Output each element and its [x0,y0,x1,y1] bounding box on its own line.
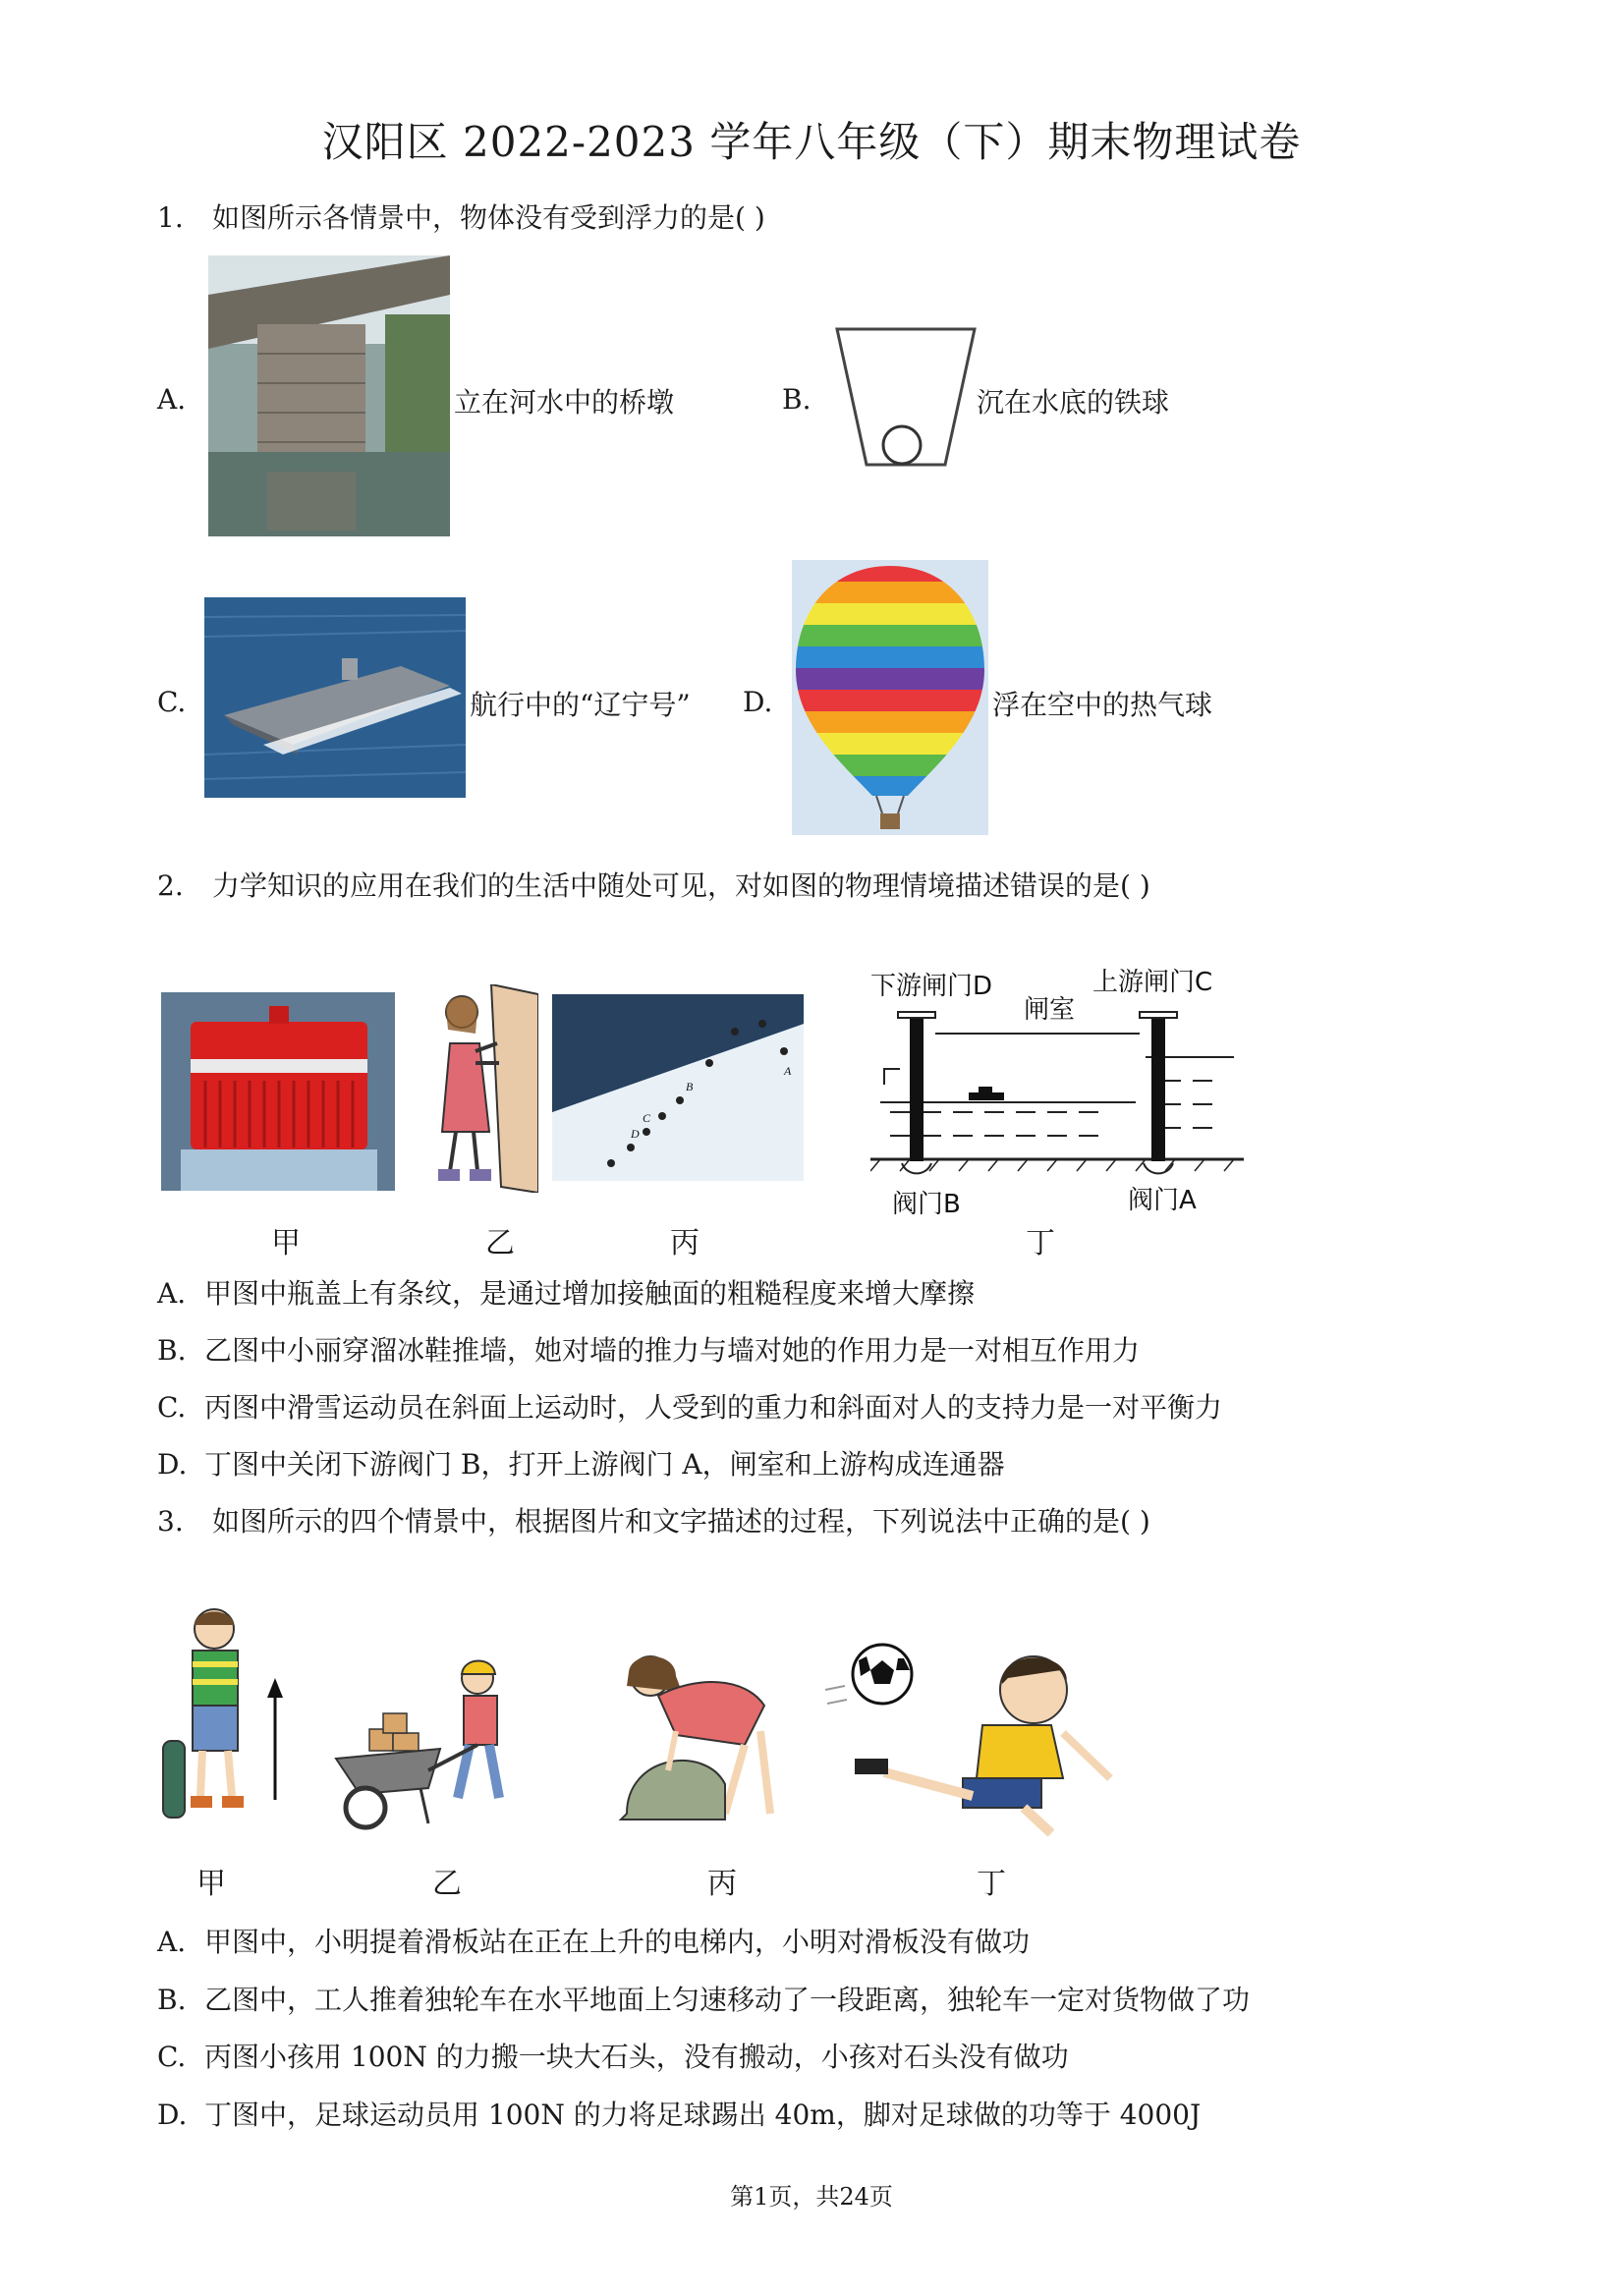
option-letter: A. [157,383,187,416]
bridge-pier-photo [208,255,450,536]
ski-jump-photo [552,994,804,1181]
sunken-ball-diagram [833,319,980,472]
option-text: 甲图中瓶盖上有条纹，是通过增加接触面的粗糙程度来增大摩擦 [204,1277,976,1310]
figure-caption-yi: 乙 [432,1867,462,1901]
option-b-text: 沉在水底的铁球 [977,386,1170,419]
ski-point-b: B [686,1080,694,1093]
option-text: 丙图小孩用 100N 的力搬一块大石头，没有搬动，小孩对石头没有做功 [204,2041,1069,2073]
question-number: 3. [157,1505,184,1538]
option-letter: A. [157,1926,187,1958]
option-c [157,686,204,718]
lock-label-gate-d: 下游闸门D [870,972,993,1001]
aircraft-carrier-photo [204,597,466,798]
option-d-text: 浮在空中的热气球 [992,689,1213,721]
lock-label-valve-b: 阀门B [892,1190,961,1218]
option-text: 乙图中，工人推着独轮车在水平地面上匀速移动了一段距离，独轮车一定对货物做了功 [204,1984,1251,2016]
option-letter: C. [157,686,187,718]
page-footer: 第1页，共24页 [730,2183,893,2211]
q2-option-c [157,1386,1222,1426]
option-text: 丁图中关闭下游阀门 B，打开上游阀门 A，闸室和上游构成连通器 [204,1448,1005,1481]
option-a-text: 立在河水中的桥墩 [454,386,675,419]
option-text: 丙图中滑雪运动员在斜面上运动时，人受到的重力和斜面对人的支持力是一对平衡力 [204,1391,1223,1424]
option-letter: C. [157,1391,187,1424]
q3-option-a [157,1921,1030,1960]
bottle-cap-photo [161,992,395,1191]
ship-lock-diagram [870,963,1244,1218]
q3-option-c [157,2036,1069,2075]
boy-kicking-ball-drawing [815,1631,1130,1837]
figure-caption-bing: 丙 [670,1226,700,1260]
question-3 [157,1500,1150,1540]
ski-point-a: A [784,1064,792,1078]
option-d [743,686,790,718]
ski-point-d: D [631,1127,640,1141]
option-letter: A. [157,1277,187,1310]
figure-caption-ding: 丁 [977,1867,1006,1901]
option-letter: D. [743,686,773,718]
option-letter: D. [157,2099,188,2131]
option-c-text: 航行中的“辽宁号” [470,689,691,721]
option-letter: B. [157,1334,187,1367]
lock-label-gate-c: 上游闸门C [1092,968,1213,997]
page-title: 汉阳区 2022-2023 学年八年级（下）期末物理试卷 [321,118,1302,166]
figure-caption-ding: 丁 [1026,1226,1055,1260]
ski-point-c: C [643,1111,651,1125]
q3-option-b [157,1979,1250,2018]
q2-option-a [157,1272,975,1312]
hot-air-balloon-photo [792,560,988,835]
lock-label-valve-a: 阀门A [1128,1186,1197,1215]
figure-caption-bing: 丙 [707,1867,737,1901]
option-text: 甲图中，小明提着滑板站在正在上升的电梯内，小明对滑板没有做功 [204,1926,1031,1958]
question-number: 1. [157,201,184,234]
option-letter: C. [157,2041,187,2073]
question-number: 2. [157,869,184,902]
lock-label-chamber: 闸室 [1024,995,1076,1025]
option-letter: B. [782,383,812,416]
boy-with-skateboard-drawing [157,1603,295,1829]
q2-option-b [157,1329,1140,1369]
worker-wheelbarrow-drawing [330,1651,527,1837]
question-stem: 力学知识的应用在我们的生活中随处可见，对如图的物理情境描述错误的是( ) [212,869,1150,902]
option-letter: D. [157,1448,188,1481]
figure-caption-jia: 甲 [271,1226,301,1260]
q2-option-d [157,1443,1005,1483]
option-text: 乙图中小丽穿溜冰鞋推墙，她对墙的推力与墙对她的作用力是一对相互作用力 [204,1334,1141,1367]
girl-pushing-wall-drawing [432,984,538,1193]
option-letter: B. [157,1984,187,2016]
option-b [782,383,829,416]
woman-lifting-stone-drawing [597,1637,794,1833]
figure-caption-yi: 乙 [485,1226,515,1260]
question-2 [157,865,1150,904]
question-1 [157,196,765,236]
figure-caption-jia: 甲 [196,1867,226,1901]
question-stem: 如图所示的四个情景中，根据图片和文字描述的过程，下列说法中正确的是( ) [212,1505,1150,1538]
option-text: 丁图中，足球运动员用 100N 的力将足球踢出 40m，脚对足球做的功等于 4000J [204,2099,1202,2131]
q3-option-d [157,2094,1201,2133]
question-stem: 如图所示各情景中，物体没有受到浮力的是( ) [212,201,765,234]
option-a [157,383,204,416]
